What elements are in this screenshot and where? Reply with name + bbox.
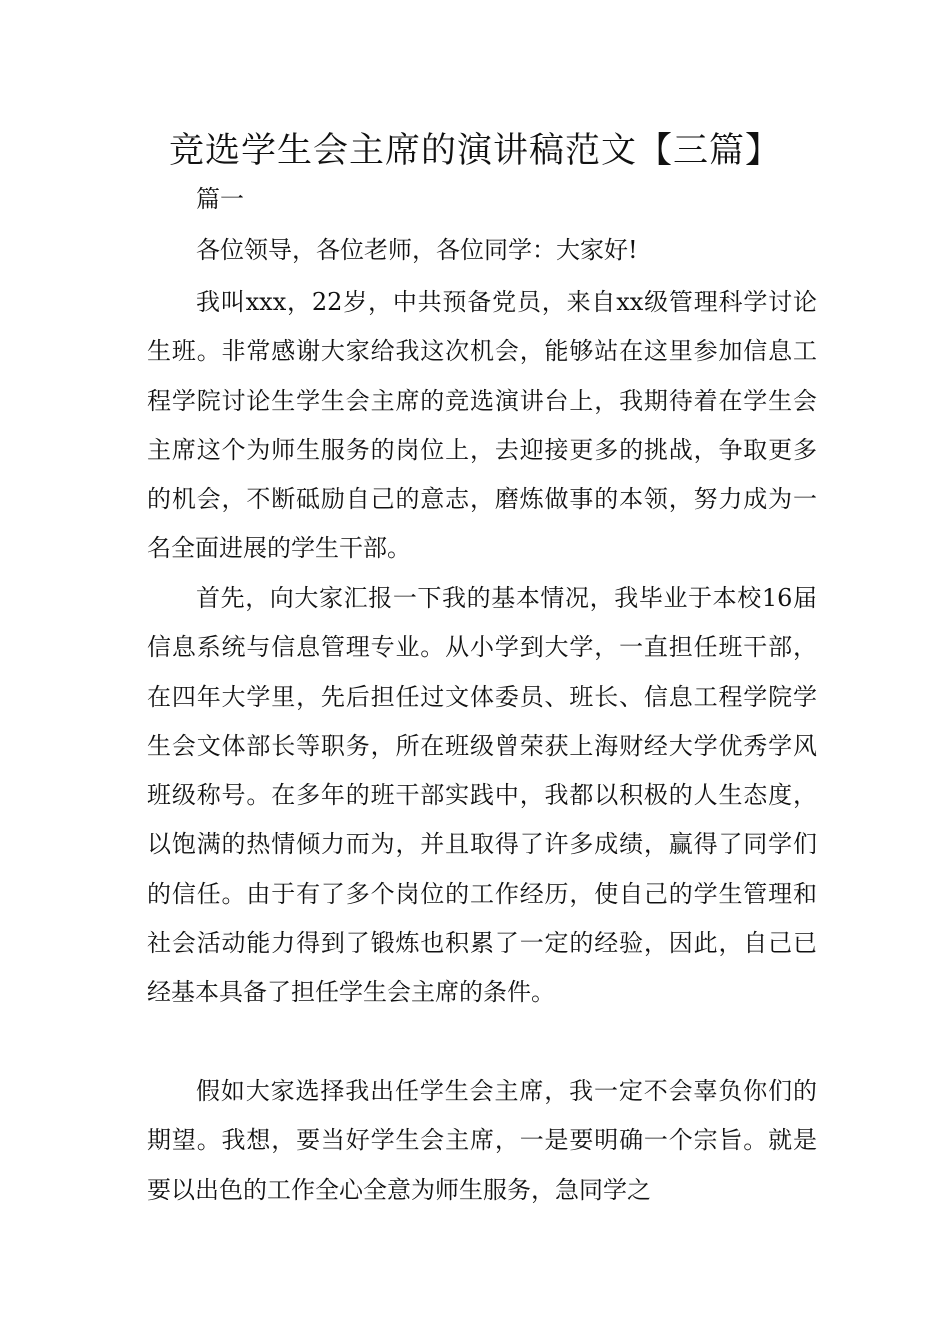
body-paragraph-1: 我叫xxx，22岁，中共预备党员，来自xx级管理科学讨论生班。非常感谢大家给我这次机会，能够站在这里参加信息工程学院讨论生学生会主席的竞选演讲台上，我期待着在学生会主席这个为师生服务的岗位上，去迎接更多的挑战，争取更多的机会，不断砥励自己的意志，磨炼做事的本领，努力成为一名全面进展的学生干部。 (147, 288, 817, 563)
body-paragraph-3: 假如大家选择我出任学生会主席，我一定不会辜负你们的期望。我想，要当好学生会主席，一是要明确一个宗旨。就是要以出色的工作全心全意为师生服务，急同学之 (147, 1077, 817, 1204)
body-paragraph-2: 首先，向大家汇报一下我的基本情况，我毕业于本校16届信息系统与信息管理专业。从小学到大学，一直担任班干部，在四年大学里，先后担任过文体委员、班长、信息工程学院学生会文体部长等职务，所在班级曾荣获上海财经大学优秀学风班级称号。在多年的班干部实践中，我都以积极的人生态度，以饱满的热情倾力而为，并且取得了许多成绩，赢得了同学们的信任。由于有了多个岗位的工作经历，使自己的学生管理和社会活动能力得到了锻炼也积累了一定的经验，因此，自己已经基本具备了担任学生会主席的条件。 (147, 584, 817, 1007)
section-label: 篇一 (196, 185, 244, 213)
greeting-paragraph: 各位领导，各位老师，各位同学：大家好! (196, 236, 638, 264)
document-title: 竞选学生会主席的演讲稿范文【三篇】 (168, 131, 781, 171)
